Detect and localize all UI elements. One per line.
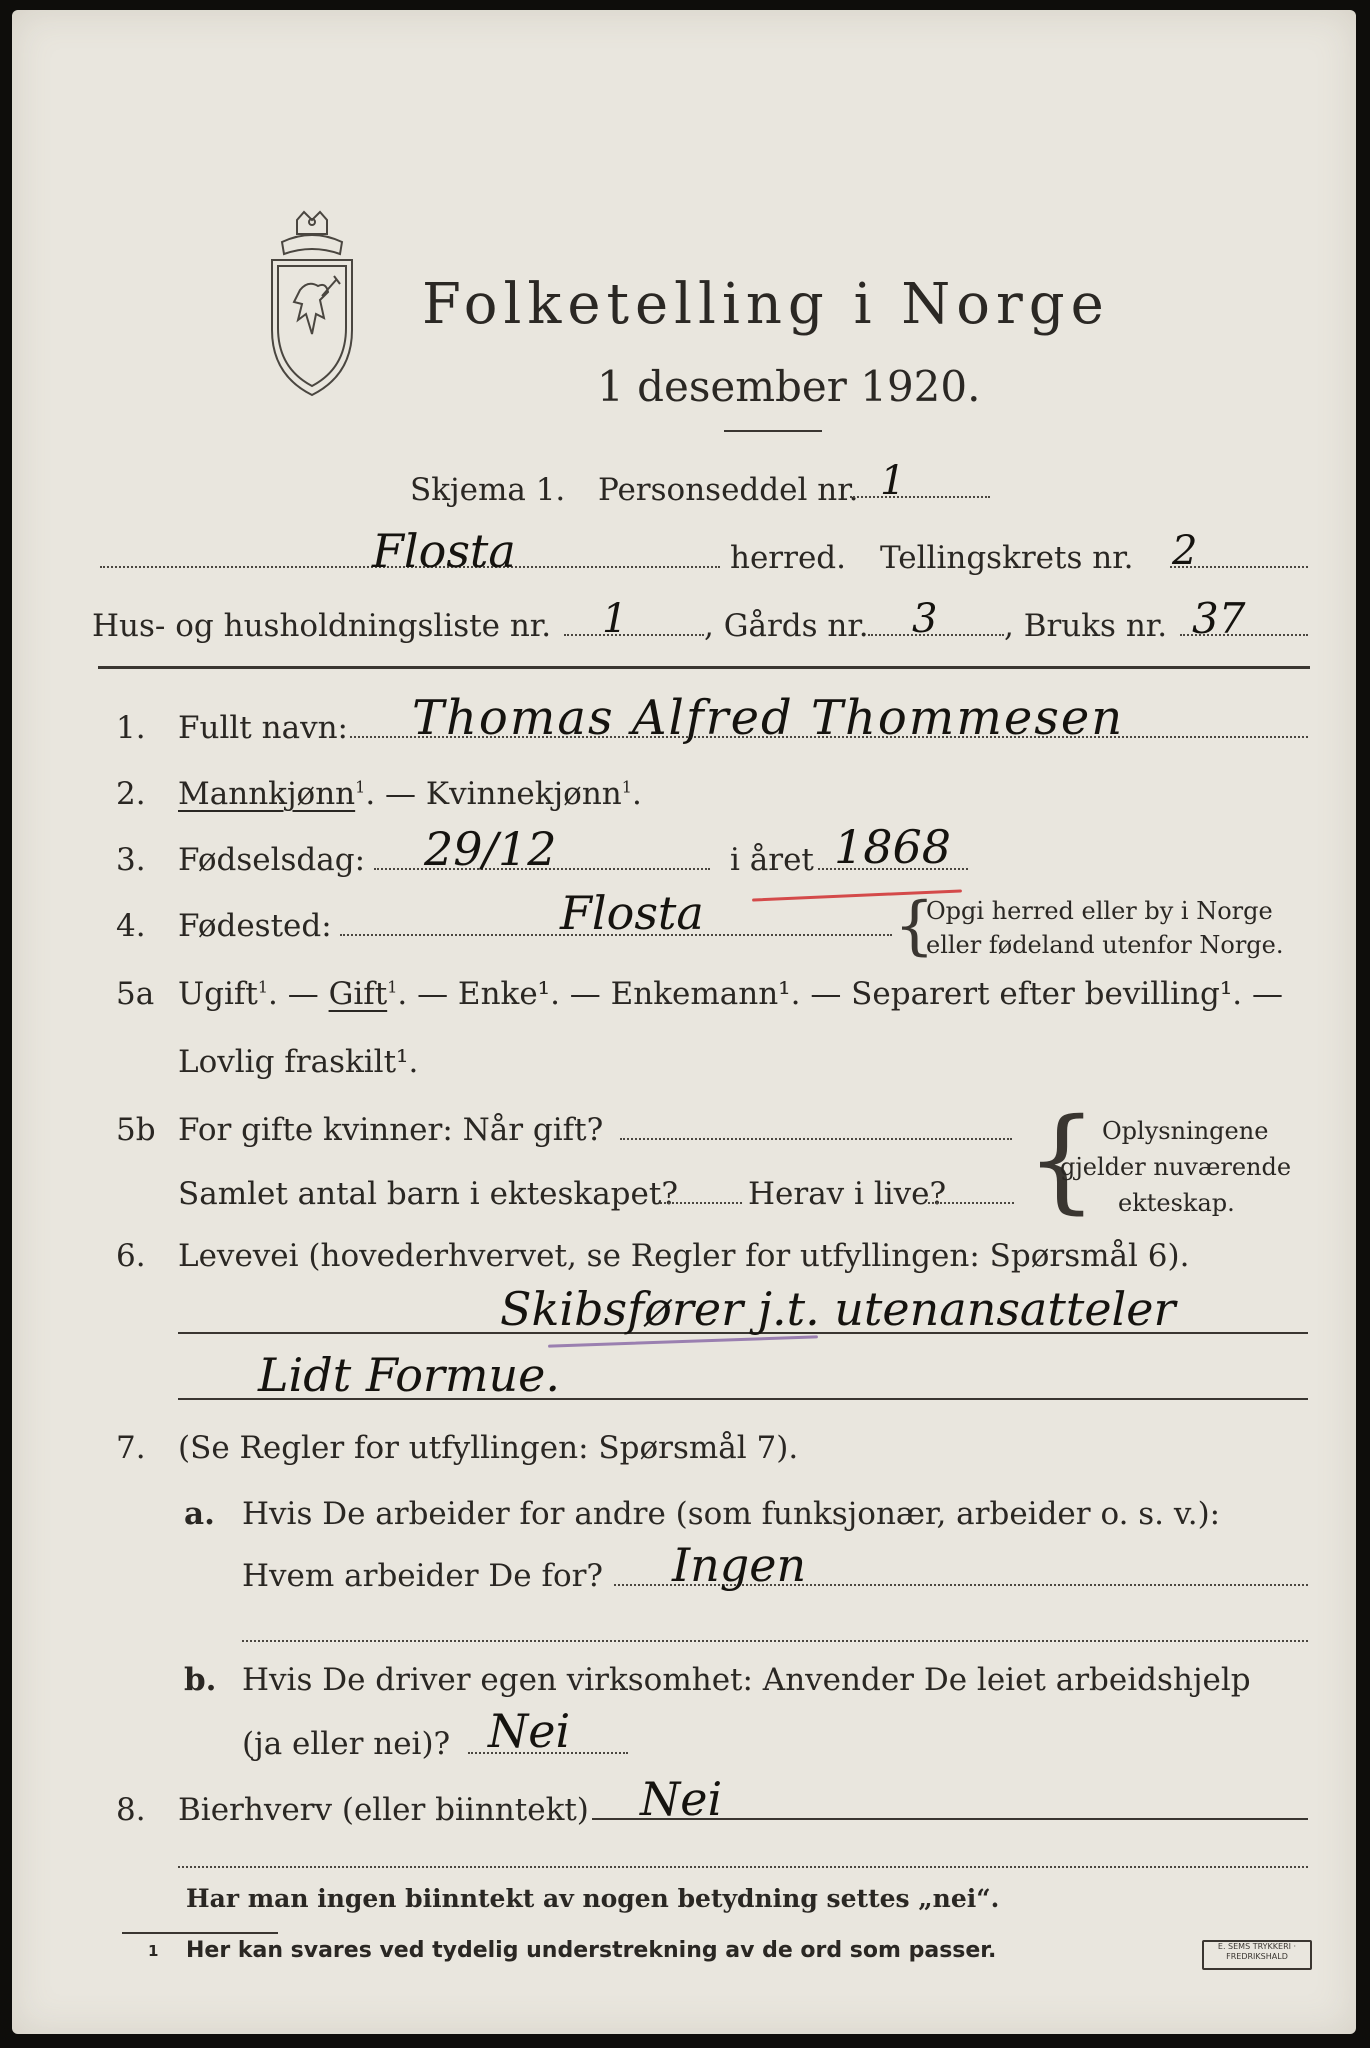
q1-label: Fullt navn:	[178, 710, 348, 746]
q6-occupation-line1[interactable]: Skibsfører j.t. utenansatteler	[500, 1282, 1176, 1336]
q7-number: 7.	[116, 1430, 146, 1466]
q3-birthyear[interactable]: 1868	[834, 820, 952, 874]
q2-gender	[178, 776, 642, 812]
hus-line	[564, 634, 704, 636]
q6-label: Levevei (hovederhvervet, se Regler for utfyllingen: Spørsmål 6).	[178, 1238, 1190, 1274]
q4-note-line2: eller fødeland utenfor Norge.	[926, 931, 1284, 959]
q1-full-name[interactable]: Thomas Alfred Thommesen	[412, 690, 1125, 746]
q3-year-label: i året	[730, 842, 814, 878]
gards-value[interactable]: 3	[912, 596, 938, 642]
q2-separator: . —	[365, 776, 426, 812]
q8-extra-line[interactable]	[178, 1866, 1308, 1868]
tellingskrets-value[interactable]: 2	[1172, 528, 1198, 574]
q7b-answer[interactable]: Nei	[488, 1704, 571, 1758]
skjema-label: Skjema 1.	[410, 472, 566, 508]
violet-pencil-mark	[548, 1335, 818, 1347]
q3-label: Fødselsdag:	[178, 842, 366, 878]
bruks-label: , Bruks nr.	[1004, 608, 1168, 644]
q5a-gift-option[interactable]: Gift	[328, 976, 388, 1012]
herred-value[interactable]: Flosta	[372, 524, 516, 578]
form-title: Folketelling i Norge	[422, 272, 1110, 337]
gards-label: , Gårds nr.	[704, 608, 869, 644]
q5b-line2a: Samlet antal barn i ekteskapet?	[178, 1176, 678, 1212]
q8-label: Bierhverv (eller biinntekt)	[178, 1792, 589, 1828]
q7b-line1: Hvis De driver egen virksomhet: Anvender De leiet arbeidshjelp	[242, 1662, 1251, 1698]
bruks-value[interactable]: 37	[1192, 594, 1246, 643]
form-date: 1 desember 1920.	[597, 362, 981, 411]
q3-number: 3.	[116, 842, 146, 878]
bottom-note: Har man ingen biinntekt av nogen betydning settes „nei“.	[186, 1884, 1000, 1913]
q6-occupation-line2[interactable]: Lidt Formue.	[258, 1348, 560, 1402]
q4-birthplace[interactable]: Flosta	[560, 886, 704, 940]
q5b-line2b: Herav i live?	[748, 1176, 947, 1212]
q7a-line2: Hvem arbeider De for?	[242, 1558, 604, 1594]
q1-number: 1.	[116, 710, 146, 746]
q5b-number: 5b	[116, 1112, 156, 1148]
q5b-note-line2: gjelder nuværende	[1060, 1153, 1292, 1181]
q7a-letter: a.	[184, 1496, 215, 1532]
q2-male-option[interactable]: Mannkjønn	[178, 776, 356, 812]
q4-label: Fødested:	[178, 908, 332, 944]
q2-number: 2.	[116, 776, 146, 812]
title-divider	[724, 430, 822, 432]
q5a-other-options[interactable]: . — Enke¹. — Enkemann¹. — Separert efter bevilling¹. —	[397, 976, 1283, 1012]
header-rule	[98, 666, 1310, 669]
q5b-brace: {	[1026, 1095, 1098, 1225]
q2-footnote-mark: 1	[355, 777, 366, 797]
q8-number: 8.	[116, 1792, 146, 1828]
q5a-number: 5a	[116, 976, 155, 1012]
q2-female-option[interactable]: Kvinnekjønn	[425, 776, 622, 812]
q2-footnote-mark-2: 1	[621, 777, 632, 797]
tellingskrets-label: Tellingskrets nr.	[880, 540, 1134, 576]
census-form	[12, 10, 1356, 2034]
q7b-letter: b.	[184, 1662, 217, 1698]
q7-label: (Se Regler for utfyllingen: Spørsmål 7).	[178, 1430, 799, 1466]
q5b-children-line[interactable]	[660, 1202, 742, 1204]
q7a-line1: Hvis De arbeider for andre (som funksjonær, arbeider o. s. v.):	[242, 1496, 1221, 1532]
q7b-line2: (ja eller nei)?	[242, 1726, 451, 1762]
q5b-note-line3: ekteskap.	[1118, 1189, 1235, 1217]
personseddel-label: Personseddel nr.	[598, 472, 859, 508]
q7a-employer[interactable]: Ingen	[672, 1538, 807, 1592]
q4-brace: {	[894, 889, 935, 963]
q3-birthdate[interactable]: 29/12	[424, 822, 557, 876]
q7a-extra-line[interactable]	[242, 1640, 1308, 1642]
hus-value[interactable]: 1	[602, 596, 628, 642]
q5b-married-line[interactable]	[620, 1138, 1012, 1140]
footnote-text: Her kan svares ved tydelig understrekning av de ord som passer.	[186, 1938, 997, 1963]
q6-number: 6.	[116, 1238, 146, 1274]
q2-end: .	[631, 776, 642, 812]
footnote-rule	[122, 1932, 278, 1934]
coat-of-arms-icon	[262, 210, 362, 410]
q5b-alive-line[interactable]	[928, 1202, 1014, 1204]
personseddel-value[interactable]: 1	[880, 458, 906, 504]
q5b-note-line1: Oplysningene	[1102, 1117, 1269, 1145]
q8-answer[interactable]: Nei	[640, 1772, 723, 1826]
personseddel-line	[850, 496, 990, 498]
q5b-line1: For gifte kvinner: Når gift?	[178, 1112, 604, 1148]
hus-label: Hus- og husholdningsliste nr.	[92, 608, 552, 644]
herred-label: herred.	[730, 540, 846, 576]
q4-number: 4.	[116, 908, 146, 944]
printer-stamp-text: E. SEMS TRYKKERI · FREDRIKSHALD	[1217, 1942, 1297, 1961]
printer-stamp	[1202, 1940, 1312, 1970]
q5a-ugift-option[interactable]: Ugift	[178, 976, 258, 1012]
footnote-mark: 1	[148, 1942, 159, 1960]
q4-note-line1: Opgi herred eller by i Norge	[926, 897, 1273, 925]
q5a-options: Ugift$^1$. — Gift$^1$. — Enke¹. — Enkemann¹. — Separert efter bevilling¹. —	[178, 976, 1283, 1012]
q5a-line2[interactable]: Lovlig fraskilt¹.	[178, 1044, 419, 1080]
